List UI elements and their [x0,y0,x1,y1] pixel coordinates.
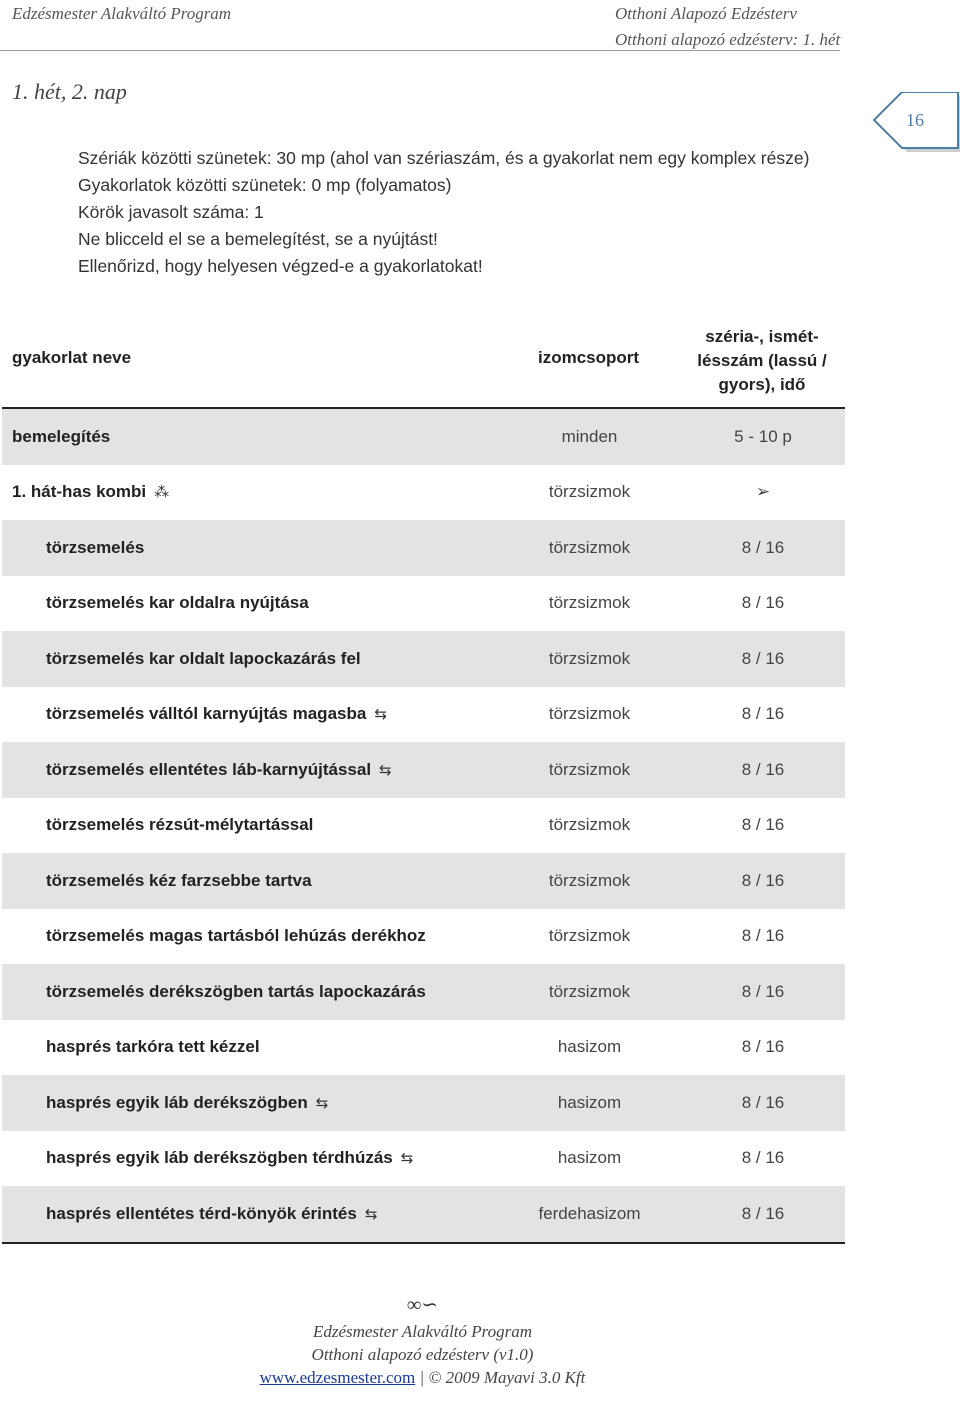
muscle-group: törzsizmok [548,648,631,668]
sets-reps: 8 / 16 [741,1203,785,1223]
alternate-sides-icon: ⇆ [400,1150,414,1168]
exercise-name [46,798,313,854]
exercise-name [12,465,169,521]
table-row [2,798,845,854]
table-row [2,520,845,576]
sets-reps: 8 / 16 [741,537,785,557]
muscle-group: minden [561,426,618,446]
muscle-group: törzsizmok [548,981,631,1001]
table-row [2,964,845,1020]
footer-program: Edzésmester Alakváltó Program [312,1322,533,1341]
sets-reps: 8 / 16 [741,1092,785,1112]
table-body [2,409,845,1242]
exercise-name-text: hasprés egyik láb derékszögben [46,1092,308,1112]
exercise-name [46,1131,413,1187]
exercise-name-text: törzsemelés derékszögben tartás lapockazárás [46,981,426,1001]
table-row [2,909,845,965]
exercise-name-text: hasprés tarkóra tett kézzel [46,1037,260,1057]
muscle-group: törzsizmok [548,815,631,835]
muscle-group: hasizom [557,1092,622,1112]
footer [0,1290,845,1389]
note-rounds: Körök javasolt száma: 1 [78,202,264,222]
alternate-sides-icon: ⇆ [379,761,392,779]
plan-title: Otthoni Alapozó Edzésterv [615,4,797,23]
program-title: Edzésmester Alakváltó Program [12,4,232,23]
header-sets: széria-, ismét- lésszám (lassú / gyors), idő [697,327,827,394]
muscle-group: törzsizmok [548,759,631,779]
sets-reps: 5 - 10 p [734,426,792,446]
muscle-group: törzsizmok [548,482,631,502]
exercise-name [46,1075,328,1131]
exercise-name-text: törzsemelés magas tartásból lehúzás derékhoz [46,926,426,946]
header-left [12,1,231,49]
exercise-name [46,631,361,687]
header-exercise-name: gyakorlat neve [12,348,132,367]
copyright: © 2009 Mayavi 3.0 Kft [428,1368,586,1387]
alternate-sides-icon: ⇆ [374,706,387,724]
sets-reps: 8 / 16 [741,981,785,1001]
header-rule [0,50,840,51]
table-header [2,315,845,409]
muscle-group: törzsizmok [548,926,631,946]
table-row [2,1131,845,1187]
note-warmup: Ne blicceld el se a bemelegítést, se a nyújtást! [78,229,438,249]
table-row [2,631,845,687]
table-row [2,1020,845,1076]
exercise-name-text: hasprés ellentétes térd-könyök érintés [46,1203,357,1223]
sets-reps: 8 / 16 [741,926,785,946]
sets-reps: 8 / 16 [741,870,785,890]
table-row [2,1075,845,1131]
continue-arrow-icon: ➢ [755,482,771,502]
exercise-name-text: törzsemelés kar oldalt lapockazárás fel [46,648,361,668]
exercise-name [46,576,309,632]
header-muscle-group: izomcsoport [538,348,640,367]
sets-reps: 8 / 16 [741,1037,785,1057]
page-number: 16 [906,110,924,130]
header-right [615,1,840,49]
exercise-name-text: törzsemelés rézsút-mélytartással [46,815,314,835]
muscle-group: törzsizmok [548,704,631,724]
table-row [2,465,845,521]
exercise-name [46,1186,377,1242]
footer-ornament-icon: ∞∽ [406,1294,438,1316]
muscle-group: törzsizmok [548,593,631,613]
table-row [2,409,845,465]
exercise-table [2,315,845,1244]
sets-reps: 8 / 16 [741,593,785,613]
table-row [2,742,845,798]
exercise-name-text: 1. hát-has kombi [12,482,147,502]
exercise-name [46,964,426,1020]
footer-separator: | [419,1368,425,1387]
website-link[interactable]: www.edzesmester.com [259,1368,416,1387]
note-rest-sets: Szériák közötti szünetek: 30 mp (ahol van szériaszám, és a gyakorlat nem egy komplex része) [78,148,810,168]
exercise-name [46,909,426,965]
exercise-name-text: bemelegítés [12,426,111,446]
exercise-name [46,1020,260,1076]
exercise-name-text: törzsemelés kéz farzsebbe tartva [46,870,312,890]
table-row [2,853,845,909]
exercise-name [12,409,110,465]
sets-reps: 8 / 16 [741,759,785,779]
exercise-name-text: hasprés egyik láb derékszögben térdhúzás [46,1148,393,1168]
exercise-name-text: törzsemelés válltól karnyújtás magasba [46,704,367,724]
sets-reps: 8 / 16 [741,815,785,835]
exercise-name [46,687,387,743]
exercise-name-text: törzsemelés kar oldalra nyújtása [46,593,309,613]
sets-reps: 8 / 16 [741,704,785,724]
table-row [2,687,845,743]
muscle-group: törzsizmok [548,537,631,557]
plan-week: Otthoni alapozó edzésterv: 1. hét [615,30,841,49]
exercise-name [46,520,144,576]
muscle-group: ferdehasizom [538,1203,641,1223]
exercise-name-text: törzsemelés [46,537,145,557]
alternate-sides-icon: ⇆ [364,1205,378,1223]
footer-plan: Otthoni alapozó edzésterv (v1.0) [311,1345,534,1364]
exercise-name [46,853,312,909]
table-row [2,576,845,632]
note-rest-exercises: Gyakorlatok közötti szünetek: 0 mp (folyamatos) [78,175,452,195]
muscle-group: hasizom [557,1037,622,1057]
combo-icon: ⁂ [154,484,170,502]
exercise-name-text: törzsemelés ellentétes láb-karnyújtással [46,759,372,779]
table-row [2,1186,845,1242]
muscle-group: törzsizmok [548,870,631,890]
footer-links [0,1366,845,1389]
sets-reps: 8 / 16 [741,1148,785,1168]
exercise-name [46,742,392,798]
muscle-group: hasizom [557,1148,622,1168]
page-number-badge [872,92,960,154]
sets-reps: 8 / 16 [741,648,785,668]
alternate-sides-icon: ⇆ [315,1094,329,1112]
table-bottom-rule [2,1242,845,1244]
instructions [78,145,809,280]
day-title: 1. hét, 2. nap [12,79,127,104]
note-check-form: Ellenőrizd, hogy helyesen végzed-e a gyakorlatokat! [78,256,483,276]
